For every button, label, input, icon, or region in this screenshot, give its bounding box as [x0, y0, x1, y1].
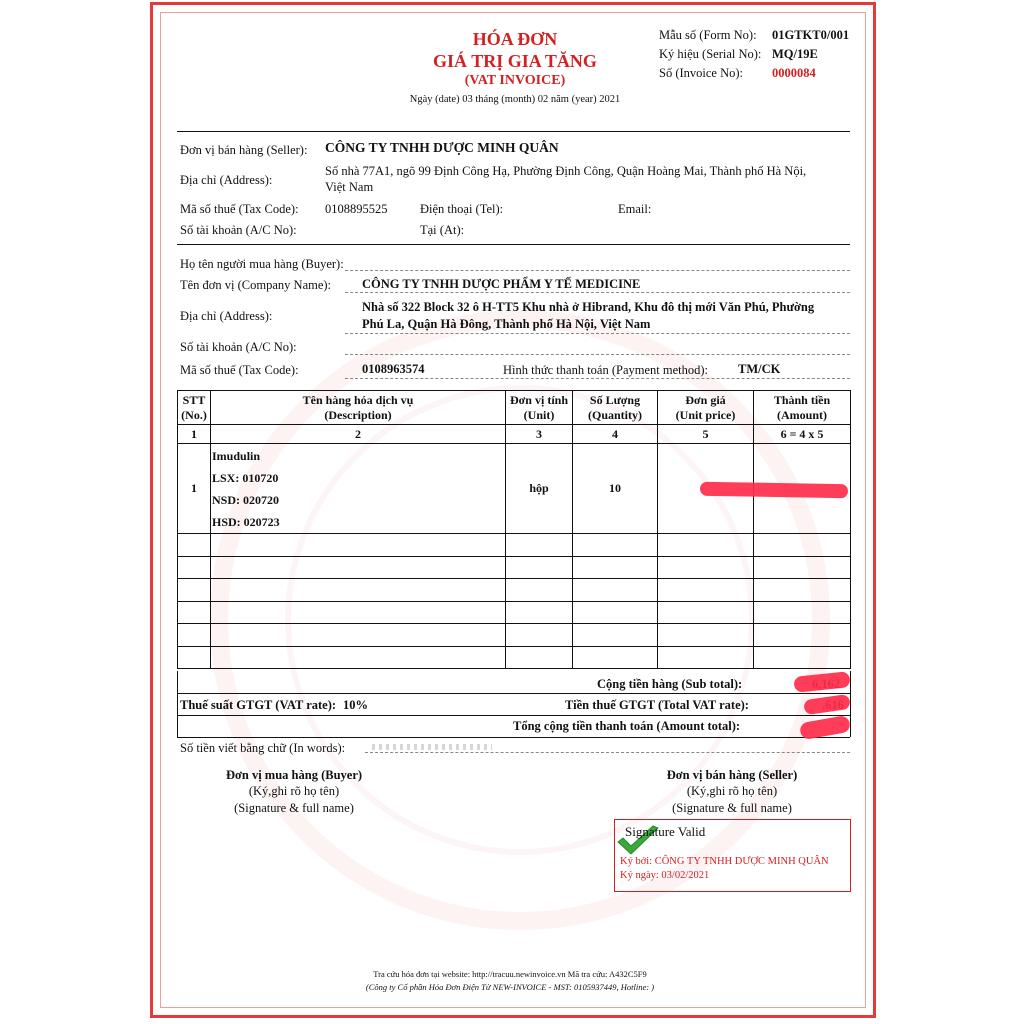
signed-by: Ký bởi: CÔNG TY TNHH DƯỢC MINH QUÂN	[620, 856, 829, 867]
serial-no-label: Ký hiệu (Serial No):	[659, 47, 762, 61]
seller-address-line1: Số nhà 77A1, ngõ 99 Định Công Hạ, Phường Định Công, Quận Hoàng Mai, Thành phố Hà Nội,	[325, 164, 807, 178]
col-header-no: STT (No.)	[178, 391, 211, 425]
seller-tax-value: 0108895525	[325, 202, 388, 216]
totals-bottom	[177, 737, 850, 738]
buyer-signature-sub1: (Ký,ghi rõ họ tên)	[248, 784, 340, 798]
blurred-words	[372, 744, 492, 750]
subtotal-label: Cộng tiền hàng (Sub total):	[597, 677, 743, 691]
table-row-empty	[178, 646, 851, 669]
index-cell: 4	[573, 425, 658, 444]
table-row-empty	[178, 624, 851, 647]
buyer-company-label: Tên đơn vị (Company Name):	[180, 278, 332, 292]
vat-amount-label: Tiền thuế GTGT (Total VAT rate):	[565, 698, 749, 712]
seller-email-label: Email:	[618, 202, 652, 216]
signed-date: Ký ngày: 03/02/2021	[620, 870, 710, 881]
buyer-account-line	[345, 354, 850, 355]
invoice-no-value: 0000084	[772, 66, 816, 80]
title-line3: (VAT INVOICE)	[464, 73, 566, 88]
buyer-address-label: Địa chỉ (Address):	[180, 309, 273, 323]
index-cell: 2	[211, 425, 506, 444]
buyer-account-label: Số tài khoản (A/C No):	[180, 340, 297, 354]
footer-lookup: Tra cứu hóa đơn tại website: http://tracuu.newinvoice.vn Mã tra cứu: A432C5F9	[373, 969, 647, 979]
seller-at-label: Tại (At):	[420, 223, 465, 237]
signature-valid-title: Signature Valid	[625, 824, 706, 839]
invoice-date: Ngày (date) 03 tháng (month) 02 năm (year) 2021	[409, 94, 621, 105]
seller-tel-label: Điện thoại (Tel):	[420, 202, 504, 216]
index-cell: 6 = 4 x 5	[754, 425, 851, 444]
index-cell: 5	[658, 425, 754, 444]
col-header-quantity: Số Lượng (Quantity)	[573, 391, 658, 425]
item-unit: hộp	[506, 444, 573, 534]
form-no-value: 01GTKT0/001	[772, 28, 850, 42]
seller-account-label: Số tài khoản (A/C No):	[180, 223, 297, 237]
amount-in-words-label: Số tiền viết bằng chữ (In words):	[180, 741, 346, 755]
totals-right-border	[850, 671, 852, 737]
divider-top	[177, 131, 850, 132]
table-row-empty	[178, 534, 851, 557]
buyer-address-line2: Phú La, Quận Hà Đông, Thành phố Hà Nội, Việt Nam	[362, 317, 651, 331]
seller-signature-sub2: (Signature & full name)	[672, 801, 792, 815]
seller-signature-title: Đơn vị bán hàng (Seller)	[666, 768, 798, 782]
buyer-company-value: CÔNG TY TNHH DƯỢC PHẨM Y TẾ MEDICINE	[362, 277, 641, 291]
totals-divider-2	[177, 715, 850, 716]
item-no: 1	[178, 444, 211, 534]
buyer-name-label: Họ tên người mua hàng (Buyer):	[180, 257, 344, 271]
seller-tax-label: Mã số thuế (Tax Code):	[180, 202, 299, 216]
item-mfg: NSD: 020720	[212, 492, 280, 507]
invoice-no-label: Số (Invoice No):	[659, 66, 744, 80]
buyer-name-line	[345, 270, 850, 271]
col-header-amount: Thành tiền (Amount)	[754, 391, 851, 425]
buyer-tax-value: 0108963574	[362, 362, 425, 376]
title-line2: GIÁ TRỊ GIA TĂNG	[433, 51, 597, 71]
totals-left-border	[177, 671, 179, 737]
vat-rate-label: Thuế suất GTGT (VAT rate):	[180, 698, 337, 712]
buyer-company-line	[345, 292, 850, 293]
items-table	[177, 390, 851, 669]
seller-signature-sub1: (Ký,ghi rõ họ tên)	[686, 784, 778, 798]
buyer-address-line	[345, 333, 850, 334]
buyer-signature-title: Đơn vị mua hàng (Buyer)	[225, 768, 363, 782]
col-header-unit-price: Đơn giá (Unit price)	[658, 391, 754, 425]
table-index-row	[178, 425, 851, 444]
payment-method-label: Hình thức thanh toán (Payment method):	[503, 363, 708, 377]
vat-rate-value: 10%	[343, 698, 368, 712]
item-description	[211, 444, 506, 534]
payment-method-value: TM/CK	[738, 362, 781, 376]
amount-in-words-line	[365, 752, 850, 753]
col-header-description: Tên hàng hóa dịch vụ (Description)	[211, 391, 506, 425]
seller-address-label: Địa chỉ (Address):	[180, 173, 273, 187]
item-quantity: 10	[573, 444, 658, 534]
item-exp: HSD: 020723	[212, 514, 280, 529]
amount-total-label: Tổng cộng tiền thanh toán (Amount total):	[513, 719, 741, 733]
seller-name-value: CÔNG TY TNHH DƯỢC MINH QUÂN	[325, 140, 559, 155]
buyer-signature-sub2: (Signature & full name)	[234, 801, 354, 815]
seller-name-label: Đơn vị bán hàng (Seller):	[180, 143, 308, 157]
table-row-empty	[178, 579, 851, 602]
index-cell: 1	[178, 425, 211, 444]
serial-no-value: MQ/19E	[772, 47, 818, 61]
redaction-mark	[700, 482, 848, 499]
item-lot: LSX: 010720	[212, 470, 279, 485]
buyer-address-line1: Nhà số 322 Block 32 ô H-TT5 Khu nhà ở Hibrand, Khu đô thị mới Văn Phú, Phường	[362, 300, 815, 314]
title-line1: HÓA ĐƠN	[472, 29, 558, 49]
footer-provider: (Công ty Cổ phần Hóa Đơn Điện Tử NEW-INVOICE - MST: 0105937449, Hotline: )	[365, 982, 655, 992]
form-no-label: Mẫu số (Form No):	[659, 28, 757, 42]
totals-divider-1	[177, 693, 850, 694]
seller-address-line2: Việt Nam	[325, 180, 374, 194]
table-row-empty	[178, 601, 851, 624]
index-cell: 3	[506, 425, 573, 444]
buyer-tax-line	[345, 378, 850, 379]
divider-seller-buyer	[177, 244, 850, 245]
table-header-row	[178, 391, 851, 425]
col-header-unit: Đơn vị tính (Unit)	[506, 391, 573, 425]
item-name: Imudulin	[212, 448, 261, 463]
buyer-tax-label: Mã số thuế (Tax Code):	[180, 363, 299, 377]
table-row-empty	[178, 556, 851, 579]
